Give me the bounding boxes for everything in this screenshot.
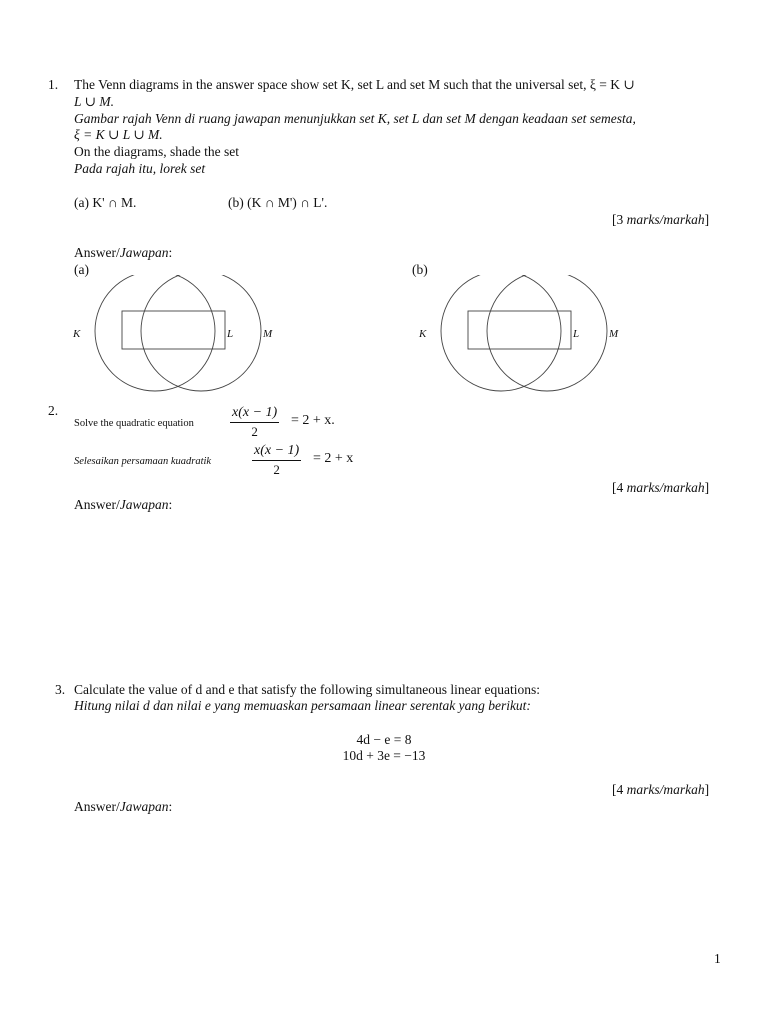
- q1-text-line6-ms: Pada rajah itu, lorek set: [74, 161, 206, 176]
- q2-fraction-1: $\frac{x(x - 1)}{2}$: [232, 405, 278, 439]
- venn-a-label-m: M: [263, 328, 273, 340]
- q3-number: 3.: [55, 682, 66, 697]
- q2-text-line1: Solve the quadratic equation: [74, 418, 194, 429]
- q1-diagram-b-label: (b): [412, 262, 428, 277]
- venn-b-rect-l: [468, 311, 571, 349]
- venn-diagram-b[interactable]: [416, 275, 626, 405]
- q1-text-line1: The Venn diagrams in the answer space show set K, set L and set M such that the universal set, ξ = K ∪: [74, 77, 635, 92]
- q1-marks: [3 marks/markah]: [612, 212, 710, 227]
- q2-fraction-2: $\frac{x(x - 1)}{2}$: [254, 443, 300, 477]
- q3-marks: [4 marks/markah]: [612, 782, 710, 797]
- q2-answer-label: Answer/Jawapan:: [74, 497, 173, 512]
- q2-rhs-1: = 2 + x.: [291, 413, 335, 428]
- q1-diagram-a-label: (a): [74, 262, 89, 277]
- q1-part-a: (a) K' ∩ M.: [74, 195, 137, 210]
- q1-part-b: (b) (K ∩ M') ∩ L'.: [228, 195, 328, 210]
- venn-diagram-a[interactable]: [70, 275, 280, 405]
- venn-a-label-k: K: [73, 328, 81, 340]
- q2-number: 2.: [48, 403, 59, 418]
- venn-b-label-m: M: [609, 328, 619, 340]
- venn-b-label-l: L: [573, 328, 580, 340]
- q1-number: 1.: [48, 77, 59, 92]
- q1-answer-label: Answer/Jawapan:: [74, 245, 173, 260]
- q1-text-line2: L ∪ M.: [74, 94, 114, 109]
- q1-text-line4-ms: ξ = K ∪ L ∪ M.: [74, 127, 163, 142]
- venn-b-label-k: K: [419, 328, 427, 340]
- q3-equation-2: 10d + 3e = −13: [342, 748, 426, 763]
- q2-text-line2-ms: Selesaikan persamaan kuadratik: [74, 456, 212, 467]
- venn-a-rect-l: [122, 311, 225, 349]
- q3-answer-label: Answer/Jawapan:: [74, 799, 173, 814]
- q3-text-line1: Calculate the value of d and e that satisfy the following simultaneous linear equations:: [74, 682, 541, 697]
- q2-marks: [4 marks/markah]: [612, 480, 710, 495]
- page-number: 1: [714, 951, 721, 966]
- q1-text-line3-ms: Gambar rajah Venn di ruang jawapan menunjukkan set K, set L dan set M dengan keadaan set semesta,: [74, 111, 636, 126]
- q3-text-line2-ms: Hitung nilai d dan nilai e yang memuaskan persamaan linear serentak yang berikut:: [74, 698, 531, 713]
- q1-text-line5: On the diagrams, shade the set: [74, 144, 239, 159]
- q3-equation-1: 4d − e = 8: [356, 732, 412, 747]
- venn-a-label-l: L: [227, 328, 234, 340]
- q2-rhs-2: = 2 + x: [313, 451, 354, 466]
